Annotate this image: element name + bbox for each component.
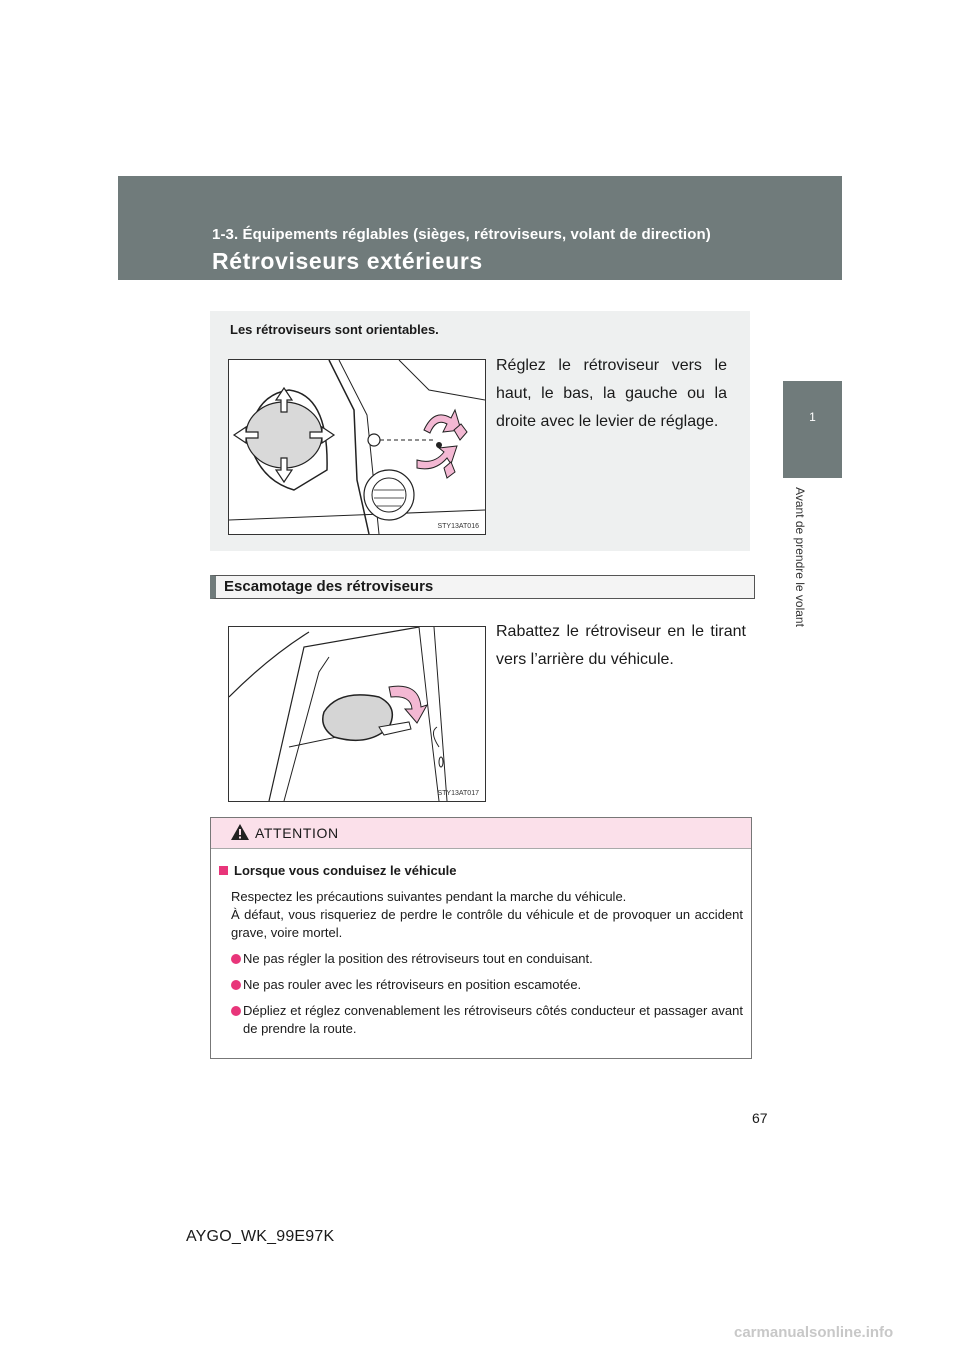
subsection-heading-text: Escamotage des rétroviseurs — [224, 578, 434, 595]
square-bullet-icon — [219, 866, 228, 875]
warning-bullet-2 — [231, 976, 743, 994]
warning-bullet-text: Ne pas rouler avec les rétroviseurs en position escamotée. — [243, 977, 582, 992]
warning-bullet-text: Dépliez et réglez convenablement les rétroviseurs côtés conducteur et passager avant de prendre la route. — [243, 1003, 743, 1036]
bullet-dot-icon — [231, 980, 241, 990]
document-code: AYGO_WK_99E97K — [186, 1228, 335, 1245]
warning-bullet-3 — [231, 1002, 743, 1038]
mirror-adjust-illustration — [229, 360, 485, 534]
mirror-fold-figure — [228, 626, 486, 802]
folding-text: Rabattez le rétroviseur en le tirant vers l’arrière du véhicule. — [496, 623, 746, 668]
section-label: 1-3. Équipements réglables (sièges, rétroviseurs, volant de direction) — [212, 226, 711, 243]
chapter-title: Avant de prendre le volant — [793, 487, 807, 627]
warning-bullet-1 — [231, 950, 743, 968]
warning-icon — [230, 823, 250, 841]
warning-header — [211, 818, 751, 849]
page-title: Rétroviseurs extérieurs — [212, 248, 483, 274]
mirror-fold-illustration — [229, 627, 485, 801]
mirror-adjust-figure — [228, 359, 486, 535]
figure-code-2: STY13AT017 — [437, 790, 479, 797]
subsection-heading — [210, 575, 755, 599]
watermark: carmanualsonline.info — [734, 1324, 894, 1341]
warning-para-1: Respectez les précautions suivantes pendant la marche du véhicule. — [231, 889, 627, 904]
warning-title — [219, 862, 457, 880]
warning-label: ATTENTION — [255, 825, 339, 841]
warning-box — [210, 817, 752, 1059]
bullet-dot-icon — [231, 954, 241, 964]
warning-title-text: Lorsque vous conduisez le véhicule — [234, 863, 457, 878]
warning-para-2: À défaut, vous risqueriez de perdre le contrôle du véhicule et de provoquer un accident grave, voire mortel. — [231, 907, 743, 940]
page-number: 67 — [752, 1110, 768, 1126]
figure-code-1: STY13AT016 — [437, 523, 479, 530]
bullet-dot-icon — [231, 1006, 241, 1016]
chapter-number: 1 — [809, 410, 816, 424]
chapter-title-vertical — [784, 487, 807, 630]
chapter-tab — [783, 381, 842, 478]
intro-heading: Les rétroviseurs sont orientables. — [230, 322, 439, 337]
warning-bullet-text: Ne pas régler la position des rétroviseurs tout en conduisant. — [243, 951, 593, 966]
intro-text: Réglez le rétroviseur vers le haut, le bas, la gauche ou la droite avec le levier de réglage. — [496, 357, 727, 430]
